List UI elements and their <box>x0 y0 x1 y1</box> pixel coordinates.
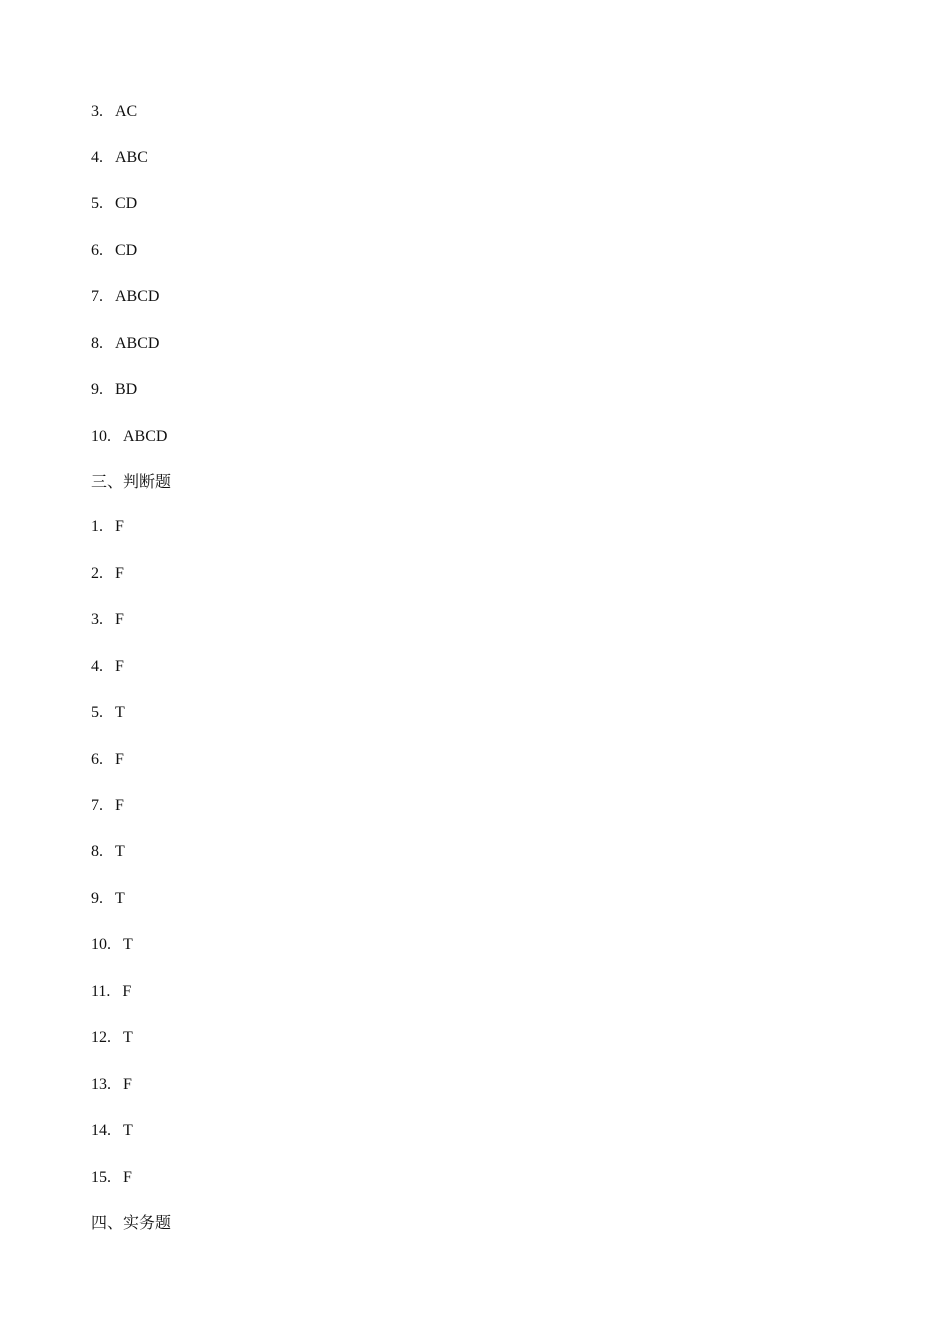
answer-value: BD <box>115 381 138 398</box>
answer-value: F <box>123 1076 132 1093</box>
answer-value: F <box>115 518 124 535</box>
answer-value: F <box>122 983 132 1000</box>
answer-value: F <box>115 565 124 582</box>
answer-value: T <box>115 843 125 860</box>
question-number: 1. <box>91 518 103 535</box>
answer-value: T <box>123 936 133 953</box>
answer-line <box>91 148 148 168</box>
question-number: 9. <box>91 381 103 398</box>
answer-line <box>91 610 124 630</box>
answer-line <box>91 564 124 584</box>
question-number: 5. <box>91 704 103 721</box>
answer-line <box>91 517 124 537</box>
question-number: 14. <box>91 1122 111 1139</box>
question-number: 3. <box>91 103 103 120</box>
answer-line <box>91 380 137 400</box>
answer-line <box>91 1075 132 1095</box>
answer-line <box>91 889 125 909</box>
question-number: 12. <box>91 1029 111 1046</box>
answer-line <box>91 241 137 261</box>
answer-value: ABCD <box>115 335 160 352</box>
answer-line <box>91 1121 133 1141</box>
question-number: 2. <box>91 565 103 582</box>
question-number: 11. <box>91 983 111 1000</box>
answer-value: F <box>115 751 124 768</box>
answer-line <box>91 750 124 770</box>
answer-line <box>91 102 137 122</box>
question-number: 5. <box>91 195 103 212</box>
answer-line <box>91 982 131 1002</box>
question-number: 8. <box>91 843 103 860</box>
answer-value: ABCD <box>115 288 160 305</box>
section-heading-true-false: 三、判断题 <box>91 474 172 491</box>
question-number: 4. <box>91 149 103 166</box>
answer-value: ABCD <box>123 428 168 445</box>
answer-value: T <box>115 890 125 907</box>
answer-line <box>91 1168 132 1188</box>
question-number: 10. <box>91 428 111 445</box>
question-number: 6. <box>91 751 103 768</box>
answer-line <box>91 842 125 862</box>
answer-value: F <box>115 797 124 814</box>
answer-line <box>91 287 159 307</box>
answer-value: F <box>115 611 124 628</box>
answer-line <box>91 935 133 955</box>
answer-value: CD <box>115 242 138 259</box>
section-heading-practical: 四、实务题 <box>91 1215 172 1232</box>
answer-line <box>91 194 137 214</box>
answer-value: T <box>123 1122 133 1139</box>
question-number: 3. <box>91 611 103 628</box>
answer-value: T <box>115 704 125 721</box>
question-number: 4. <box>91 658 103 675</box>
answer-line <box>91 796 124 816</box>
question-number: 13. <box>91 1076 111 1093</box>
answer-line <box>91 1028 133 1048</box>
answer-line <box>91 703 125 723</box>
answer-value: ABC <box>115 149 148 166</box>
question-number: 7. <box>91 288 103 305</box>
question-number: 6. <box>91 242 103 259</box>
question-number: 10. <box>91 936 111 953</box>
question-number: 7. <box>91 797 103 814</box>
answer-line <box>91 334 159 354</box>
answer-value: T <box>123 1029 133 1046</box>
question-number: 9. <box>91 890 103 907</box>
answer-value: F <box>123 1169 132 1186</box>
answer-value: AC <box>115 103 138 120</box>
answer-line <box>91 657 124 677</box>
answer-line <box>91 427 167 447</box>
question-number: 15. <box>91 1169 111 1186</box>
answer-value: F <box>115 658 124 675</box>
answer-value: CD <box>115 195 138 212</box>
question-number: 8. <box>91 335 103 352</box>
